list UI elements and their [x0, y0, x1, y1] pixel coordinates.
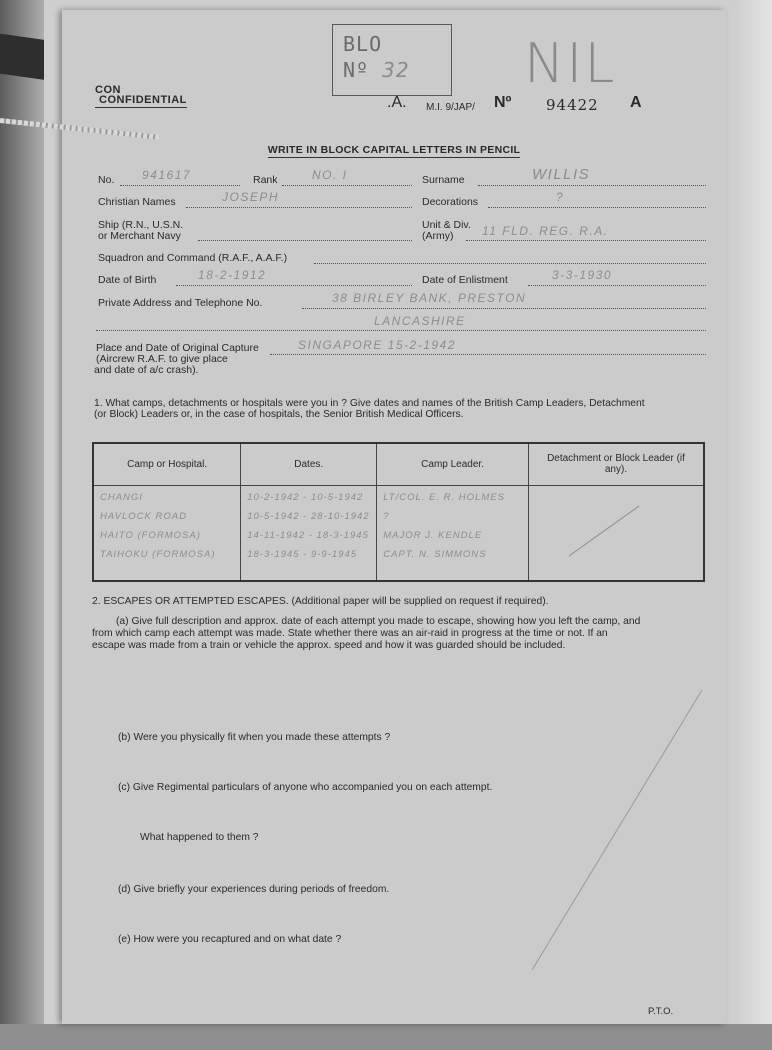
squadron-label: Squadron and Command (R.A.F., A.A.F.) [98, 252, 288, 264]
capture-label-1: Place and Date of Original Capture [96, 342, 259, 354]
enlistment-label: Date of Enlistment [422, 274, 508, 286]
decorations-label: Decorations [422, 196, 479, 208]
q1-text-1: 1. What camps, detachments or hospitals were you in ? Give dates and names of the British Camp Leaders, Detachment [94, 398, 645, 409]
enlistment-value: 3-3-1930 [552, 268, 613, 282]
unit-label-1: Unit & Div. [422, 219, 471, 231]
q2a-text-1: (a) Give full description and approx. date of each attempt you made to escape, showing how you left the camp, and [116, 616, 641, 627]
surname-label: Surname [422, 174, 465, 186]
no-label: No. [98, 174, 115, 186]
q2c-followup: What happened to them ? [140, 832, 259, 843]
table-cell: MAJOR J. KENDLE [383, 529, 483, 541]
stamp-line2: Nº [343, 58, 370, 82]
ship-label-1: Ship (R.N., U.S.N. [98, 219, 184, 231]
strike-through-line [529, 486, 704, 582]
table-cell: HAVLOCK ROAD [100, 510, 187, 522]
stamp-handwritten: 32 [382, 58, 410, 82]
confidential-line2: CONFIDENTIAL [95, 94, 187, 108]
table-cell: LT/COL. E. R. HOLMES [383, 491, 505, 503]
surname-value: WILLIS [532, 166, 591, 183]
christian-names-value: JOSEPH [222, 190, 280, 204]
strike-through-diagonal [62, 650, 726, 1050]
form-heading: WRITE IN BLOCK CAPITAL LETTERS IN PENCIL [267, 144, 521, 156]
address-value-1: 38 BIRLEY BANK, PRESTON [332, 291, 527, 305]
q1-text-2: (or Block) Leaders or, in the case of hospitals, the Senior British Medical Officers. [94, 409, 464, 420]
column-header-detachment-leader: Detachment or Block Leader (if any). [528, 443, 704, 485]
table-cell: HAITO (FORMOSA) [100, 529, 201, 541]
q2a-text-3: escape was made from a train or vehicle the approx. speed and how it was guarded should be included. [92, 640, 566, 651]
no-value: 941617 [142, 168, 192, 182]
form-sheet [62, 10, 726, 1024]
q2b-text: (b) Were you physically fit when you made these attempts ? [118, 732, 391, 743]
mi-reference: M.I. 9/JAP/ [426, 102, 475, 113]
table-cell: TAIHOKU (FORMOSA) [100, 548, 216, 560]
confidential-label [95, 84, 187, 108]
q2a-text-2: from which camp each attempt was made. State whether there was an air-raid in progress at the time or not. If an [92, 628, 608, 639]
decorations-value: ? [556, 190, 565, 204]
table-cell: 14-11-1942 - 18-3-1945 [247, 529, 369, 541]
nil-mark: NIL [524, 32, 617, 95]
ship-label-2: or Merchant Navy [98, 230, 181, 242]
table-cell: 10-2-1942 - 10-5-1942 [247, 491, 364, 503]
table-cell: ? [383, 510, 390, 522]
confidential-line1: CON [95, 84, 121, 96]
unit-value: 11 FLD. REG. R.A. [482, 224, 609, 238]
capture-value: SINGAPORE 15-2-1942 [298, 338, 456, 352]
number-value: 94422 [546, 96, 599, 114]
capture-label-2: (Aircrew R.A.F. to give place [96, 353, 228, 365]
table-cell: CAPT. N. SIMMONS [383, 548, 487, 560]
rank-value: NO. I [312, 168, 348, 182]
dob-label: Date of Birth [98, 274, 157, 286]
pto-label: P.T.O. [648, 1006, 674, 1017]
column-header-camp: Camp or Hospital. [93, 443, 241, 485]
camps-table [92, 442, 705, 582]
rank-label: Rank [253, 174, 278, 186]
table-cell: 18-3-1945 - 9-9-1945 [247, 548, 358, 560]
stamp-line1: BLO [343, 32, 383, 56]
column-header-camp-leader: Camp Leader. [377, 443, 529, 485]
a-mark: .A. [387, 94, 407, 111]
column-header-dates: Dates. [241, 443, 377, 485]
christian-names-label: Christian Names [98, 196, 176, 208]
address-value-2: LANCASHIRE [374, 314, 466, 328]
dob-value: 18-2-1912 [198, 268, 267, 282]
number-suffix: A [630, 94, 642, 111]
unit-label-2: (Army) [422, 230, 454, 242]
q2c-text: (c) Give Regimental particulars of anyone who accompanied you on each attempt. [118, 782, 493, 793]
address-label: Private Address and Telephone No. [98, 297, 263, 309]
table-row [93, 485, 704, 581]
table-cell: CHANGI [100, 491, 143, 503]
number-label: Nº [494, 94, 512, 111]
table-cell: 10-5-1942 - 28-10-1942 [247, 510, 370, 522]
q2e-text: (e) How were you recaptured and on what date ? [118, 934, 342, 945]
q2-title: 2. ESCAPES OR ATTEMPTED ESCAPES. (Additional paper will be supplied on request if required). [92, 596, 549, 607]
q2d-text: (d) Give briefly your experiences during periods of freedom. [118, 884, 390, 895]
table-header-row [93, 443, 704, 485]
capture-label-3: and date of a/c crash). [94, 364, 199, 376]
block-stamp [332, 24, 452, 96]
